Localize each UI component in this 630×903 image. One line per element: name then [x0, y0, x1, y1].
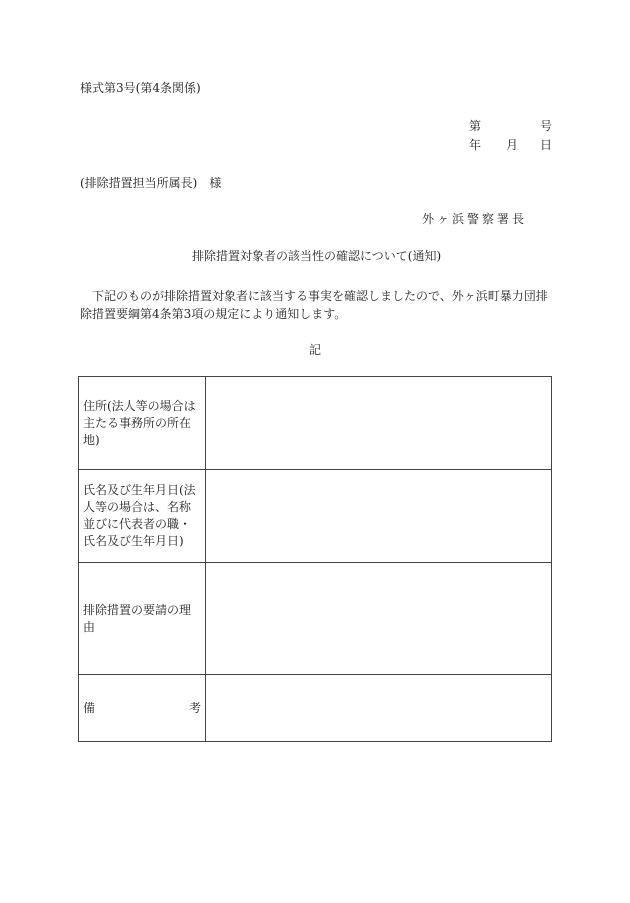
number-label-go: 号: [540, 119, 553, 133]
ki-heading: 記: [309, 343, 322, 357]
address-value: [206, 377, 552, 470]
document-title: 排除措置対象者の該当性の確認について(通知): [192, 249, 442, 263]
remarks-value: [206, 675, 552, 742]
table-row-reason: [79, 563, 552, 675]
name-birthdate-value: [206, 470, 552, 563]
sender: 外ヶ浜警察署長: [422, 212, 528, 226]
remarks-label: [79, 675, 206, 742]
address-label: 住所(法人等の場合は主たる事務所の所在地): [79, 377, 206, 470]
date-label-year: 年: [469, 138, 482, 152]
table-row-name: [79, 470, 552, 563]
remarks-label-left: 備: [83, 700, 96, 715]
table-row-address: [79, 377, 552, 470]
table-row-remarks: [79, 675, 552, 742]
date-label-day: 日: [540, 138, 553, 152]
reason-label: 排除措置の要請の理由: [79, 563, 206, 675]
addressee: (排除措置担当所属長) 様: [80, 176, 222, 190]
reason-value: [206, 563, 552, 675]
date-label-month: 月: [506, 138, 519, 152]
form-number: 様式第3号(第4条関係): [80, 81, 201, 95]
number-label-dai: 第: [469, 119, 482, 133]
body-text: 下記のものが排除措置対象者に該当する事実を確認しましたので、外ヶ浜町暴力団排除措置要綱第4条第3項の規定により通知します。: [80, 289, 548, 321]
record-table: [78, 376, 552, 742]
name-birthdate-label: 氏名及び生年月日(法人等の場合は、名称並びに代表者の職・氏名及び生年月日): [79, 470, 206, 563]
remarks-label-right: 考: [188, 700, 201, 715]
